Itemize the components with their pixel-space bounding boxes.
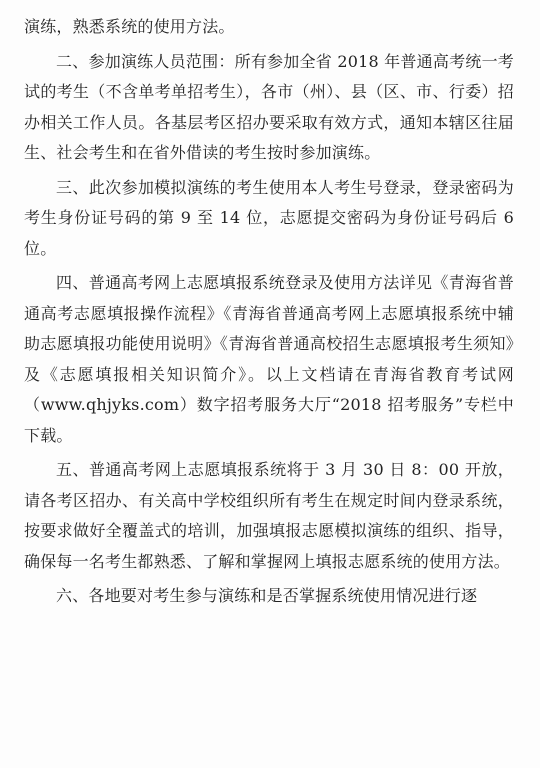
paragraph-continued: 演练，熟悉系统的使用方法。	[24, 17, 235, 36]
paragraph-usage-docs: 四、普通高考网上志愿填报系统登录及使用方法详见《青海省普通高考志愿填报操作流程》《青海省普通高考网上志愿填报系统中辅助志愿填报功能使用说明》《青海省普通高校招生志愿填报考生须知》及《志愿填报相关知识简介》。以上文档请在青海省教育考试网（www.qhjyks.com）数字招考服务大厅“2018 招考服务”专栏中下载。	[24, 273, 514, 445]
paragraph-participants: 二、参加演练人员范围：所有参加全省 2018 年普通高考统一考试的考生（不含单考单招考生），各市（州）、县（区、市、行委）招办相关工作人员。各基层考区招办要采取有效方式，通知本辖区往届生、社会考生和在省外借读的考生按时参加演练。	[24, 51, 514, 162]
paragraph-system-open: 五、普通高考网上志愿填报系统将于 3 月 30 日 8：00 开放，请各考区招办、有关高中学校组织所有考生在规定时间内登录系统，按要求做好全覆盖式的培训，加强填报志愿模拟演练的组织、指导，确保每一名考生都熟悉、了解和掌握网上填报志愿系统的使用方法。	[24, 460, 514, 571]
paragraph-check: 六、各地要对考生参与演练和是否掌握系统使用情况进行逐	[56, 586, 478, 605]
paragraph-login: 三、此次参加模拟演练的考生使用本人考生号登录，登录密码为考生身份证号码的第 9 至 14 位，志愿提交密码为身份证号码后 6 位。	[24, 177, 514, 258]
